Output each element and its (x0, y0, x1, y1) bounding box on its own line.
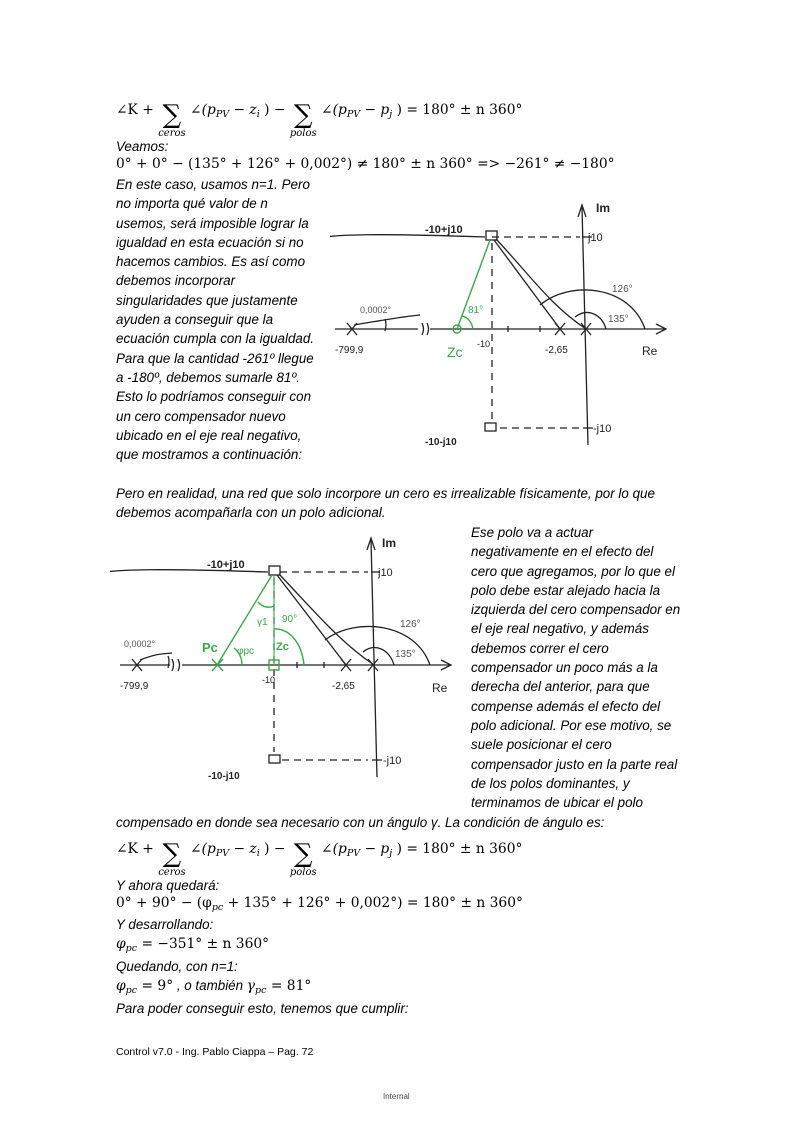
text-line: ubicado en el eje real negativo, (116, 427, 302, 443)
eq-part: = −351° ± n 360° (137, 936, 270, 952)
eq-sub: j (389, 848, 393, 859)
angle-126-label: 126° (400, 619, 421, 630)
sum-zeros-label: ceros (158, 867, 186, 878)
far-angle-label: 0,0002° (124, 639, 156, 649)
minus-j10-label: -j10 (593, 423, 612, 435)
phi-pc-label: φpc (237, 646, 255, 657)
eq-term: ∠(p (321, 841, 347, 857)
text-line: singularidades que justamente (116, 292, 298, 308)
eq-term: − p (360, 102, 390, 118)
eq-part: = 81° (266, 978, 312, 994)
sigma-symbol: ∑ (293, 839, 313, 869)
text-line: En este caso, usamos n=1. Pero (116, 177, 310, 192)
veamos-label: Veamos: (116, 139, 169, 154)
eq-part: 0° + 90° − (φ (116, 895, 212, 911)
text-line: de los polos dominantes, y (471, 775, 630, 791)
text-line: ecuación cumpla con la igualdad. (116, 331, 315, 347)
eq-part: φ (116, 978, 126, 994)
real-axis-label: Re (642, 344, 658, 358)
page-footer: Control v7.0 - Ing. Pablo Ciappa – Pag. 72 (116, 1046, 314, 1058)
text-line: compensador un poco más a la (471, 660, 658, 676)
sigma-symbol: ∑ (162, 839, 182, 869)
eq-term: ) − (259, 102, 290, 118)
sum-poles (290, 841, 317, 878)
text-line: a -180º, debemos sumarle 81º. (116, 369, 300, 385)
angle-condition-equation-2 (116, 831, 523, 878)
text-line: usemos, será imposible lograr la (116, 215, 309, 231)
text-line: cero que agregamos, por lo que el (471, 563, 675, 579)
root-locus-diagram-zero-pole (110, 532, 470, 787)
eq-lhs: ∠K + (116, 102, 159, 118)
eq-term: ∠(p (190, 102, 216, 118)
minus10-label: -10 (477, 339, 491, 349)
sum-poles-label: polos (289, 128, 317, 139)
eq-sub: j (389, 109, 393, 120)
text-line: compense además el efecto del (471, 698, 661, 714)
eq-part: γ (246, 978, 256, 994)
text-line: Esto lo podríamos conseguir con (116, 389, 312, 405)
eq-term: − z (229, 841, 257, 857)
eq-sub: PV (346, 848, 361, 859)
pv-bottom-label: -10-j10 (425, 437, 457, 448)
eq-sub: PV (215, 848, 230, 859)
eq-part: = 9° (137, 978, 174, 994)
text-line: que mostramos a continuación: (116, 447, 303, 463)
second-evaluation-equation (116, 895, 523, 913)
text-line: debemos correr el cero (471, 640, 609, 656)
angle-126-label: 126° (612, 284, 633, 295)
eq-rhs: ) = 180° ± n 360° (392, 841, 523, 857)
zc-label: Zc (447, 344, 463, 360)
text-line: polo adicional. Por ese motivo, se (471, 717, 672, 733)
eq-term: ∠(p (321, 102, 347, 118)
eq-sub: pc (125, 943, 138, 954)
sum-poles-label: polos (289, 867, 317, 878)
text-line: Pero en realidad, una red que solo incorpore un cero es irrealizable físicamente, por lo que (116, 486, 655, 501)
eq-term: − p (360, 841, 390, 857)
sigma-symbol: ∑ (162, 100, 182, 130)
text-line: un cero compensador nuevo (116, 408, 286, 424)
text-line: polo debe estar alejado hacia la (471, 582, 661, 598)
sum-zeros (158, 102, 185, 139)
zc-angle-label: 81° (468, 305, 484, 316)
paragraph-3-continuation: compensado en donde sea necesario con un ángulo γ. La condición de ángulo es: (116, 815, 605, 830)
eq-rhs: ) = 180° ± n 360° (392, 102, 523, 118)
pc-label: Pc (202, 640, 218, 655)
real-axis-label: Re (432, 681, 448, 695)
first-evaluation-equation: 0° + 0° − (135° + 126° + 0,002°) ≠ 180° ± n 360° => −261° ≠ −180° (116, 156, 615, 172)
eq-sub: pc (211, 902, 224, 913)
paragraph-3 (471, 523, 686, 812)
y-ahora-label: Y ahora quedará: (116, 878, 220, 893)
far-pole-label: -799,9 (120, 681, 149, 692)
phi-pc-equation (116, 936, 269, 954)
root-locus-diagram-zero (330, 195, 680, 455)
para-poder-label: Para poder conseguir esto, tenemos que cumplir: (116, 1001, 409, 1016)
text-line: debemos incorporar (116, 273, 236, 289)
eq-sub: PV (346, 109, 361, 120)
text-line: terminamos de ubicar el polo (471, 795, 643, 811)
sum-zeros-label: ceros (158, 128, 186, 139)
text-line: suele posicionar el cero (471, 737, 612, 753)
pv-top-label: -10+j10 (425, 224, 463, 236)
j10-label: j10 (588, 232, 603, 244)
pv-bottom-label: -10-j10 (208, 771, 240, 782)
pv-top-label: -10+j10 (207, 559, 245, 571)
imag-axis-label: Im (382, 536, 397, 550)
eq-sub: i (256, 109, 260, 120)
angle-condition-equation (116, 92, 523, 139)
text-line: debemos acompañarla con un polo adicional. (116, 505, 386, 521)
text-line: derecha del anterior, para que (471, 679, 650, 695)
sum-poles (290, 102, 317, 139)
pole-265-label: -2,65 (332, 681, 355, 692)
final-result-equation (116, 978, 311, 996)
angle-135-label: 135° (608, 314, 629, 325)
eq-part: + 135° + 126° + 0,002°) = 180° ± n 360° (223, 895, 523, 911)
eq-term: ) − (259, 841, 290, 857)
sum-zeros (158, 841, 185, 878)
eq-term: ∠(p (190, 841, 216, 857)
angle-90-label: 90° (282, 614, 298, 625)
text-line: compensador justo en la parte real (471, 756, 678, 772)
text-line: el eje real negativo, y además (471, 621, 649, 637)
far-angle-label: 0,0002° (360, 305, 392, 315)
text-line: hacemos cambios. Es así como (116, 254, 306, 270)
zc-label: Zc (276, 641, 289, 653)
eq-part: φ (116, 936, 126, 952)
paragraph-1 (116, 175, 326, 464)
quedando-label: Quedando, con n=1: (116, 959, 238, 974)
text-line: izquierda del cero compensador en (471, 602, 681, 618)
eq-text: , o también (173, 978, 247, 993)
pole-265-label: -2,65 (545, 345, 568, 356)
text-line: ayuden a conseguir que la (116, 312, 274, 328)
y-desarrollando-label: Y desarrollando: (116, 917, 214, 932)
minus10-label: -10 (262, 675, 276, 685)
angle-135-label: 135° (395, 649, 416, 660)
text-line: Ese polo va a actuar (471, 525, 594, 540)
text-line: Para que la cantidad -261º llegue (116, 350, 314, 366)
far-pole-label: -799,9 (335, 345, 364, 356)
text-line: negativamente en el efecto del (471, 544, 654, 560)
paragraph-2 (116, 484, 655, 523)
eq-lhs: ∠K + (116, 841, 159, 857)
minus-j10-label: -j10 (383, 755, 402, 767)
imag-axis-label: Im (596, 201, 611, 215)
gamma-label: γ1 (257, 617, 268, 628)
text-line: no importa qué valor de n (116, 196, 268, 212)
eq-sub: pc (125, 985, 138, 996)
j10-label: j10 (378, 567, 393, 579)
eq-sub: pc (255, 985, 267, 996)
sigma-symbol: ∑ (293, 100, 313, 130)
eq-term: − z (229, 102, 257, 118)
classification-label: Internal (383, 1092, 410, 1101)
eq-sub: i (256, 848, 260, 859)
text-line: igualdad en esta ecuación si no (116, 234, 304, 250)
eq-sub: PV (215, 109, 230, 120)
